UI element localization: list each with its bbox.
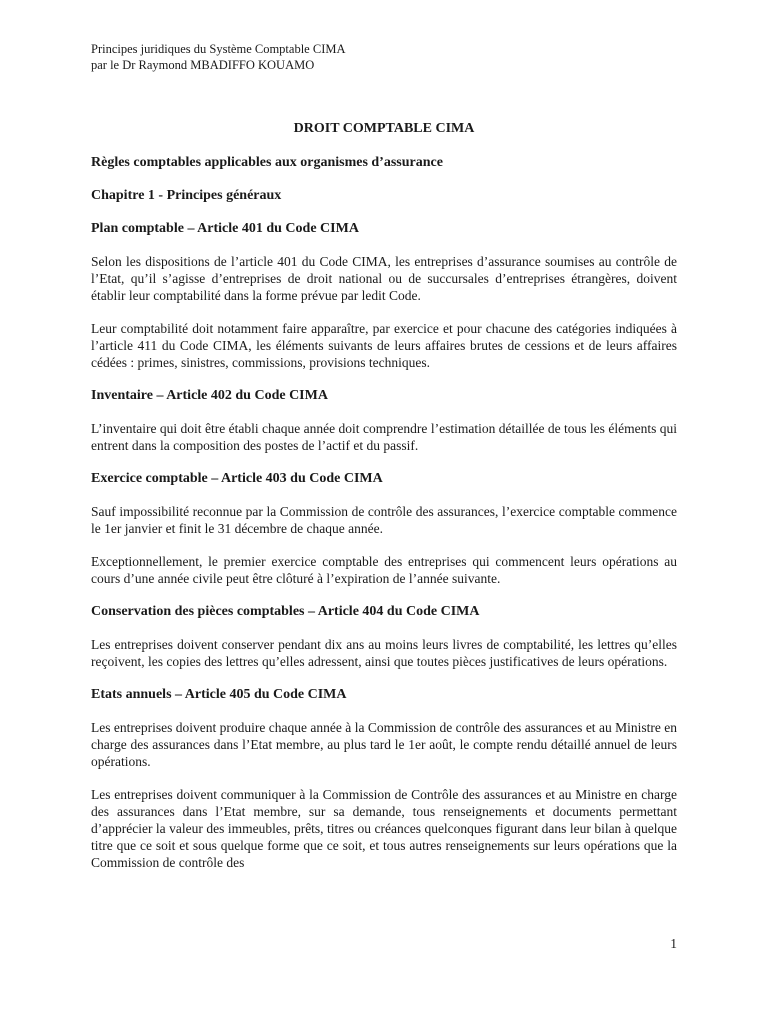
section-heading: Inventaire – Article 402 du Code CIMA: [91, 388, 328, 403]
header-line-1: Principes juridiques du Système Comptable CIMA: [91, 42, 346, 56]
paragraph: Les entreprises doivent conserver pendant dix ans au moins leurs livres de comptabilité, les lettres qu’elles reçoivent, les copies des lettres qu’elles adressent, ainsi que toutes pièces justificatives de leurs opérations.: [91, 637, 677, 669]
paragraph: Les entreprises doivent produire chaque année à la Commission de contrôle des assurances et au Ministre en charge des assurances dans l’Etat membre, au plus tard le 1er août, le compte rendu détaillé annuel de leurs opérations.: [91, 720, 677, 769]
paragraph: Sauf impossibilité reconnue par la Commission de contrôle des assurances, l’exercice comptable commence le 1er janvier et finit le 31 décembre de chaque année.: [91, 504, 677, 536]
paragraph: Exceptionnellement, le premier exercice comptable des entreprises qui commencent leurs opérations au cours d’une année civile peut être clôturé à l’expiration de l’année suivante.: [91, 554, 677, 586]
chapter-heading: Chapitre 1 - Principes généraux: [91, 188, 282, 203]
document-body: [91, 120, 677, 887]
document-title: DROIT COMPTABLE CIMA: [293, 121, 475, 136]
running-header: [91, 41, 346, 73]
paragraph: Leur comptabilité doit notamment faire apparaître, par exercice et pour chacune des catégories indiquées à l’article 411 du Code CIMA, les éléments suivants de leurs affaires brutes de cessions et de leurs affaires cédées : primes, sinistres, commissions, provisions techniques.: [91, 321, 677, 370]
document-subtitle: Règles comptables applicables aux organismes d’assurance: [91, 155, 443, 170]
section-heading: Conservation des pièces comptables – Article 404 du Code CIMA: [91, 604, 480, 619]
section-heading: Plan comptable – Article 401 du Code CIMA: [91, 221, 359, 236]
section-heading: Etats annuels – Article 405 du Code CIMA: [91, 687, 347, 702]
paragraph: Les entreprises doivent communiquer à la Commission de Contrôle des assurances et au Ministre en charge des assurances dans l’Etat membre, sur sa demande, tous renseignements et documents permettant d’apprécier la valeur des immeubles, prêts, titres ou créances quelconques figurant dans leur bilan à quelque titre que ce soit et sous quelque forme que ce soit, et tous autres renseignements sur leurs opérations que la Commission de contrôle des: [91, 787, 677, 870]
header-line-2: par le Dr Raymond MBADIFFO KOUAMO: [91, 58, 315, 72]
section-heading: Exercice comptable – Article 403 du Code CIMA: [91, 471, 383, 486]
paragraph: Selon les dispositions de l’article 401 du Code CIMA, les entreprises d’assurance soumises au contrôle de l’Etat, qu’il s’agisse d’entreprises de droit national ou de succursales d’entreprises étrangères, doivent établir leur comptabilité dans la forme prévue par ledit Code.: [91, 254, 677, 303]
page-number: 1: [670, 936, 677, 951]
paragraph: L’inventaire qui doit être établi chaque année doit comprendre l’estimation détaillée de tous les éléments qui entrent dans la composition des postes de l’actif et du passif.: [91, 421, 677, 453]
